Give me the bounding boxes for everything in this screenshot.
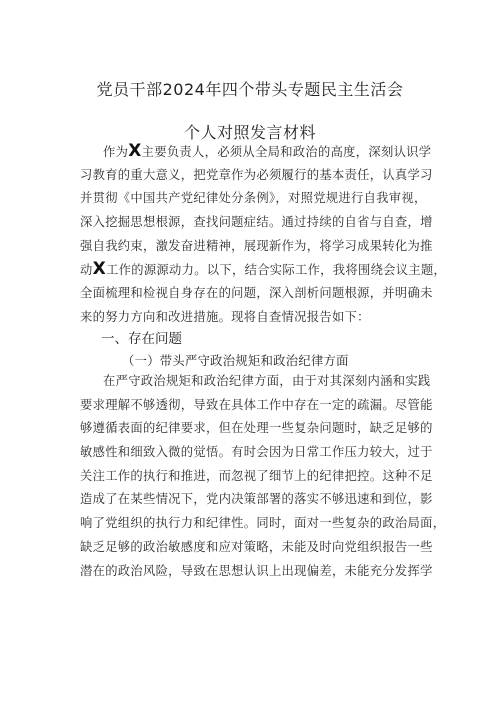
body-paragraph xyxy=(80,370,446,583)
body-line: 潜在的政治风险，导致在思想认识上出现偏差，未能充分发挥学 xyxy=(80,563,433,578)
placeholder-x: X xyxy=(92,259,107,280)
body-line: 造成了在某些情况下，党内决策部署的落实不够迅速和到位，影 xyxy=(80,492,433,507)
intro-line: 动X工作的源源动力。以下，结合实际工作，我将围绕会议主题， xyxy=(80,259,447,280)
intro-line: 来的努力方向和改进措施。现将自查情况报告如下： xyxy=(80,309,370,324)
body-line: 响了党组织的执行力和纪律性。同时，面对一些复杂的政治局面， xyxy=(80,516,446,531)
document-title-line-2: 个人对照发言材料 xyxy=(183,123,316,142)
body-line: 够遵循表面的纪律要求，但在处理一些复杂问题时，缺乏足够的 xyxy=(80,421,433,436)
document-title-line-1: 党员干部2024年四个带头专题民主生活会 xyxy=(96,80,404,99)
body-line: 要求理解不够透彻，导致在具体工作中存在一定的疏漏。尽管能 xyxy=(80,397,433,412)
body-line: 关注工作的执行和推进，而忽视了细节上的纪律把控。这种不足 xyxy=(80,468,433,483)
body-line: 缺乏足够的政治敏感度和应对策略，未能及时向党组织报告一些 xyxy=(80,539,433,554)
intro-line: 深入挖掘思想根源，查找问题症结。通过持续的自省与自查，增 xyxy=(80,215,433,230)
intro-line: 全面梳理和检视自身存在的问题，深入剖析问题根源，并明确未 xyxy=(80,286,433,301)
subsection-heading: （一）带头严守政治规矩和政治纪律方面 xyxy=(122,354,349,368)
intro-line: 强自我约束，激发奋进精神，展现新作为，将学习成果转化为推 xyxy=(80,238,433,253)
body-line: 敏感性和细致入微的觉悟。有时会因为日常工作压力较大，过于 xyxy=(80,445,433,460)
intro-line: 并贯彻《中国共产党纪律处分条例》，对照党规进行自我审视， xyxy=(80,191,427,206)
section-heading: 一、存在问题 xyxy=(101,331,182,347)
intro-line: 作为X主要负责人，必须从全局和政治的高度，深刻认识学 xyxy=(103,141,432,161)
intro-line: 习教育的重大意义，把党章作为必须履行的基本责任，认真学习 xyxy=(80,167,433,182)
body-line: 在严守政治规矩和政治纪律方面，由于对其深刻内涵和实践 xyxy=(103,374,431,388)
intro-paragraph xyxy=(80,140,447,330)
placeholder-x: X xyxy=(128,141,142,161)
